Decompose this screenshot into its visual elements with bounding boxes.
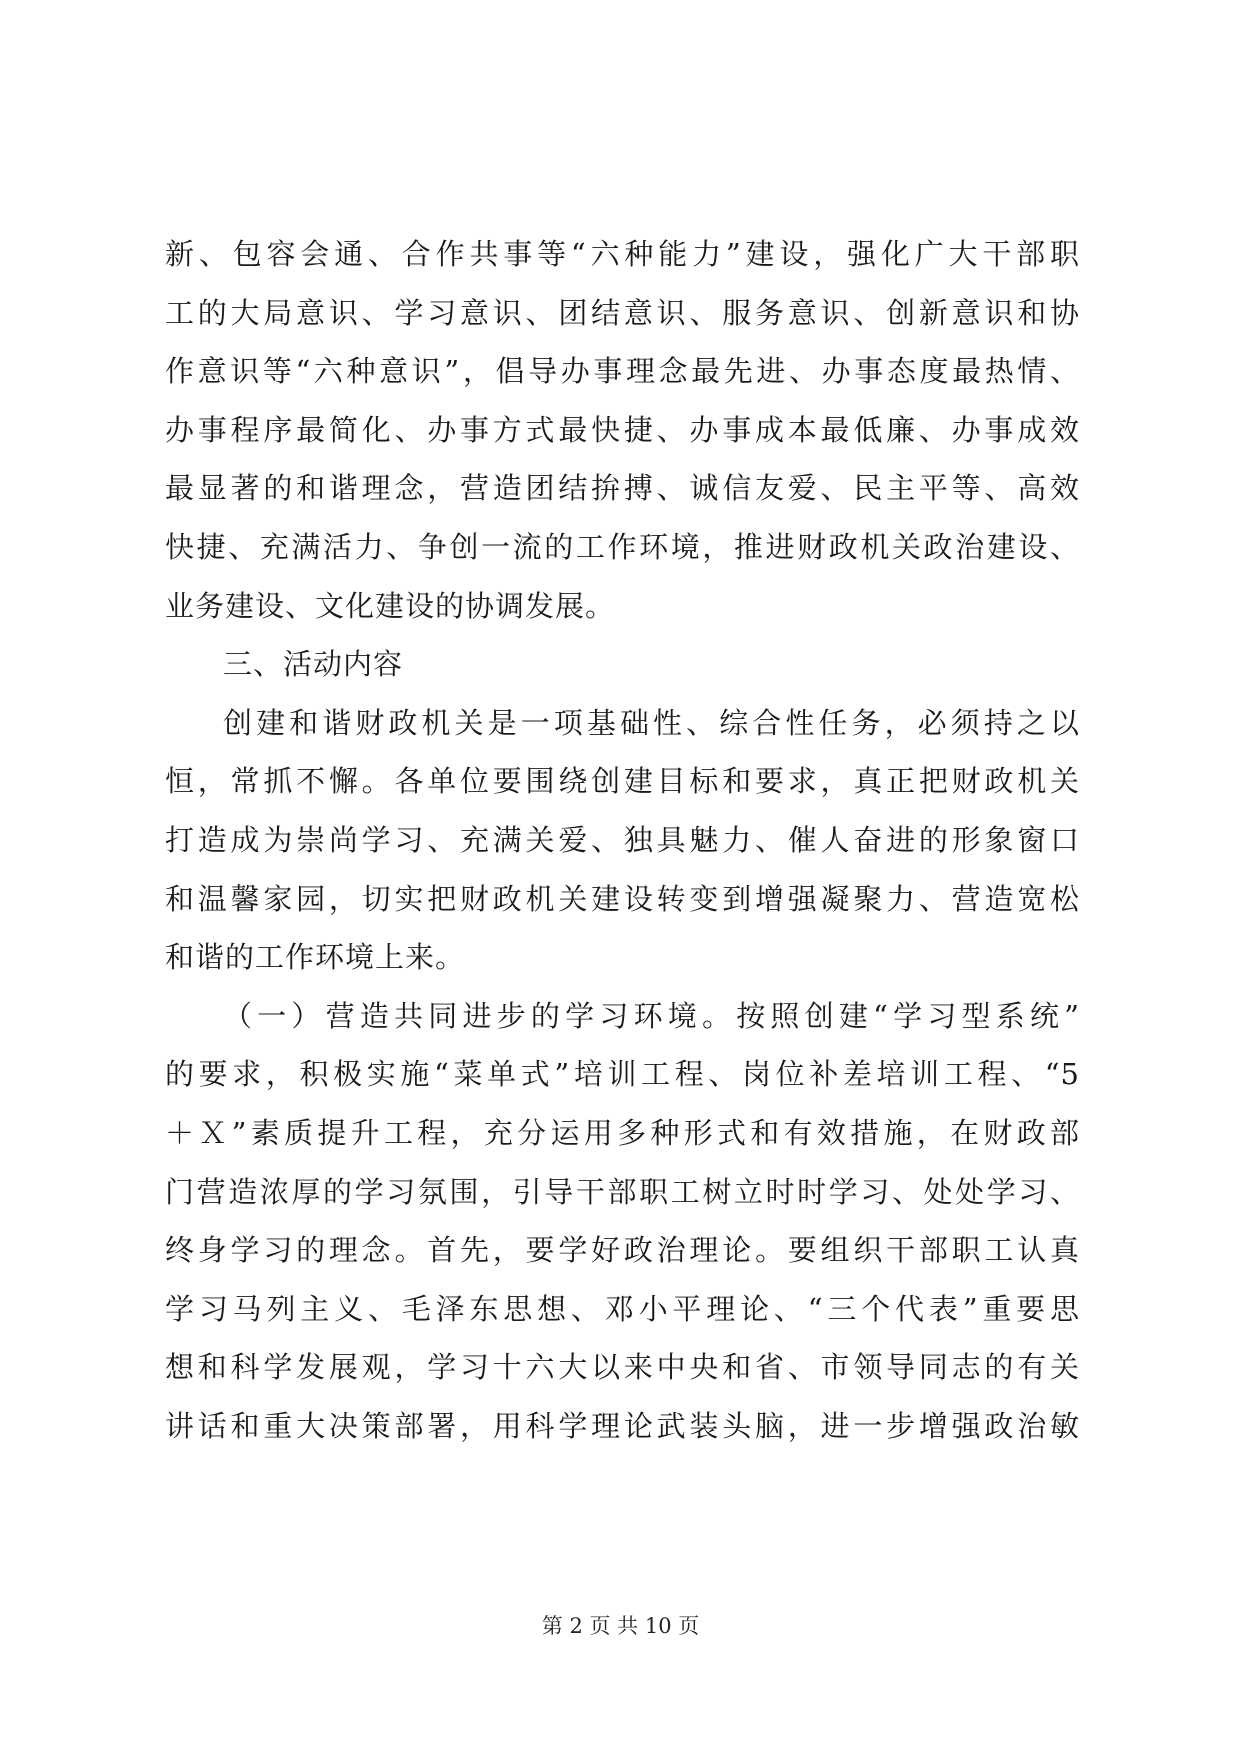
text-line: 终身学习的理念。首先，要学好政治理论。要组织干部职工认真: [165, 1233, 1080, 1268]
text-line: 想和科学发展观，学习十六大以来中央和省、市领导同志的有关: [165, 1350, 1080, 1385]
paragraph-start: 创建和谐财政机关是一项基础性、综合性任务，必须持之以: [223, 705, 1080, 740]
text-line: 作意识等“六种意识”，倡导办事理念最先进、办事态度最热情、: [165, 354, 1080, 389]
text-line: 新、包容会通、合作共事等“六种能力”建设，强化广大干部职: [165, 237, 1080, 271]
text-line: 讲话和重大决策部署，用科学理论武装头脑，进一步增强政治敏: [165, 1408, 1080, 1443]
text-line: 最显著的和谐理念，营造团结拚搏、诚信友爱、民主平等、高效: [165, 471, 1080, 506]
text-line: 门营造浓厚的学习氛围，引导干部职工树立时时学习、处处学习、: [165, 1174, 1080, 1209]
text-line: ＋Ｘ”素质提升工程，充分运用多种形式和有效措施，在财政部: [165, 1115, 1080, 1150]
text-line: 学习马列主义、毛泽东思想、邓小平理论、“三个代表”重要思: [165, 1291, 1080, 1326]
subsection-heading: （一）营造共同进步的学习环境。按照创建“学习型系统”: [223, 998, 1080, 1033]
text-line: 工的大局意识、学习意识、团结意识、服务意识、创新意识和协: [165, 295, 1080, 330]
text-line: 和温馨家园，切实把财政机关建设转变到增强凝聚力、营造宽松: [165, 881, 1080, 916]
text-line: 快捷、充满活力、争创一流的工作环境，推进财政机关政治建设、: [165, 529, 1080, 564]
page-number-footer: 第 2 页 共 10 页: [541, 1614, 700, 1638]
text-line: 打造成为崇尚学习、充满关爱、独具魅力、催人奋进的形象窗口: [165, 822, 1080, 857]
body-text: [165, 225, 1080, 1455]
text-line: 恒，常抓不懈。各单位要围绕创建目标和要求，真正把财政机关: [165, 764, 1080, 799]
text-line: 业务建设、文化建设的协调发展。: [165, 588, 616, 623]
text-line: 办事程序最简化、办事方式最快捷、办事成本最低廉、办事成效: [165, 412, 1080, 447]
text-line: 和谐的工作环境上来。: [165, 940, 466, 975]
section-heading: 三、活动内容: [223, 647, 404, 682]
text-line: 的要求，积极实施“菜单式”培训工程、岗位补差培训工程、“5: [165, 1057, 1080, 1092]
